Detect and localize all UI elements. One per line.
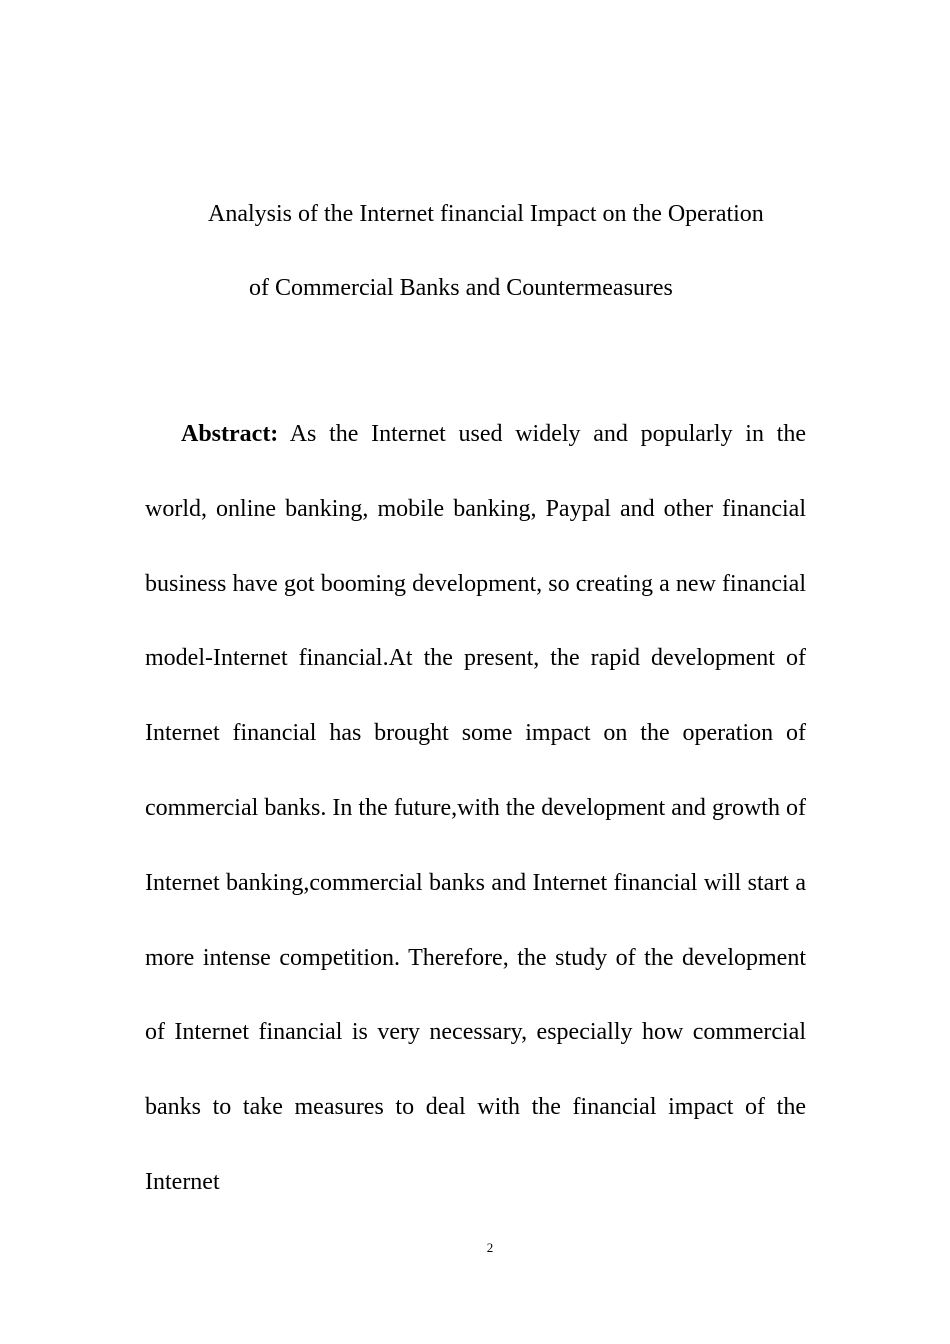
abstract-text: As the Internet used widely and popularly in the world, online banking, mobile banking, Paypal and other financial business have got booming development, so creating a new financial model-Internet financial.At the present, the rapid development of Internet financial has brought some impact on the operation of commercial banks. In the future,with the development and growth of Internet banking,commercial banks and Internet financial will start a more intense competition. Therefore, the study of the development of Internet financial is very necessary, especially how commercial banks to take measures to deal with the financial impact of the Internet <box>145 421 806 1195</box>
title-line-1: Analysis of the Internet financial Impact on the Operation <box>208 201 764 227</box>
abstract-paragraph <box>145 397 806 1220</box>
page-number: 2 <box>486 1240 494 1255</box>
abstract-label: Abstract: <box>181 421 279 447</box>
title-line-2: of Commercial Banks and Countermeasures <box>249 275 673 301</box>
